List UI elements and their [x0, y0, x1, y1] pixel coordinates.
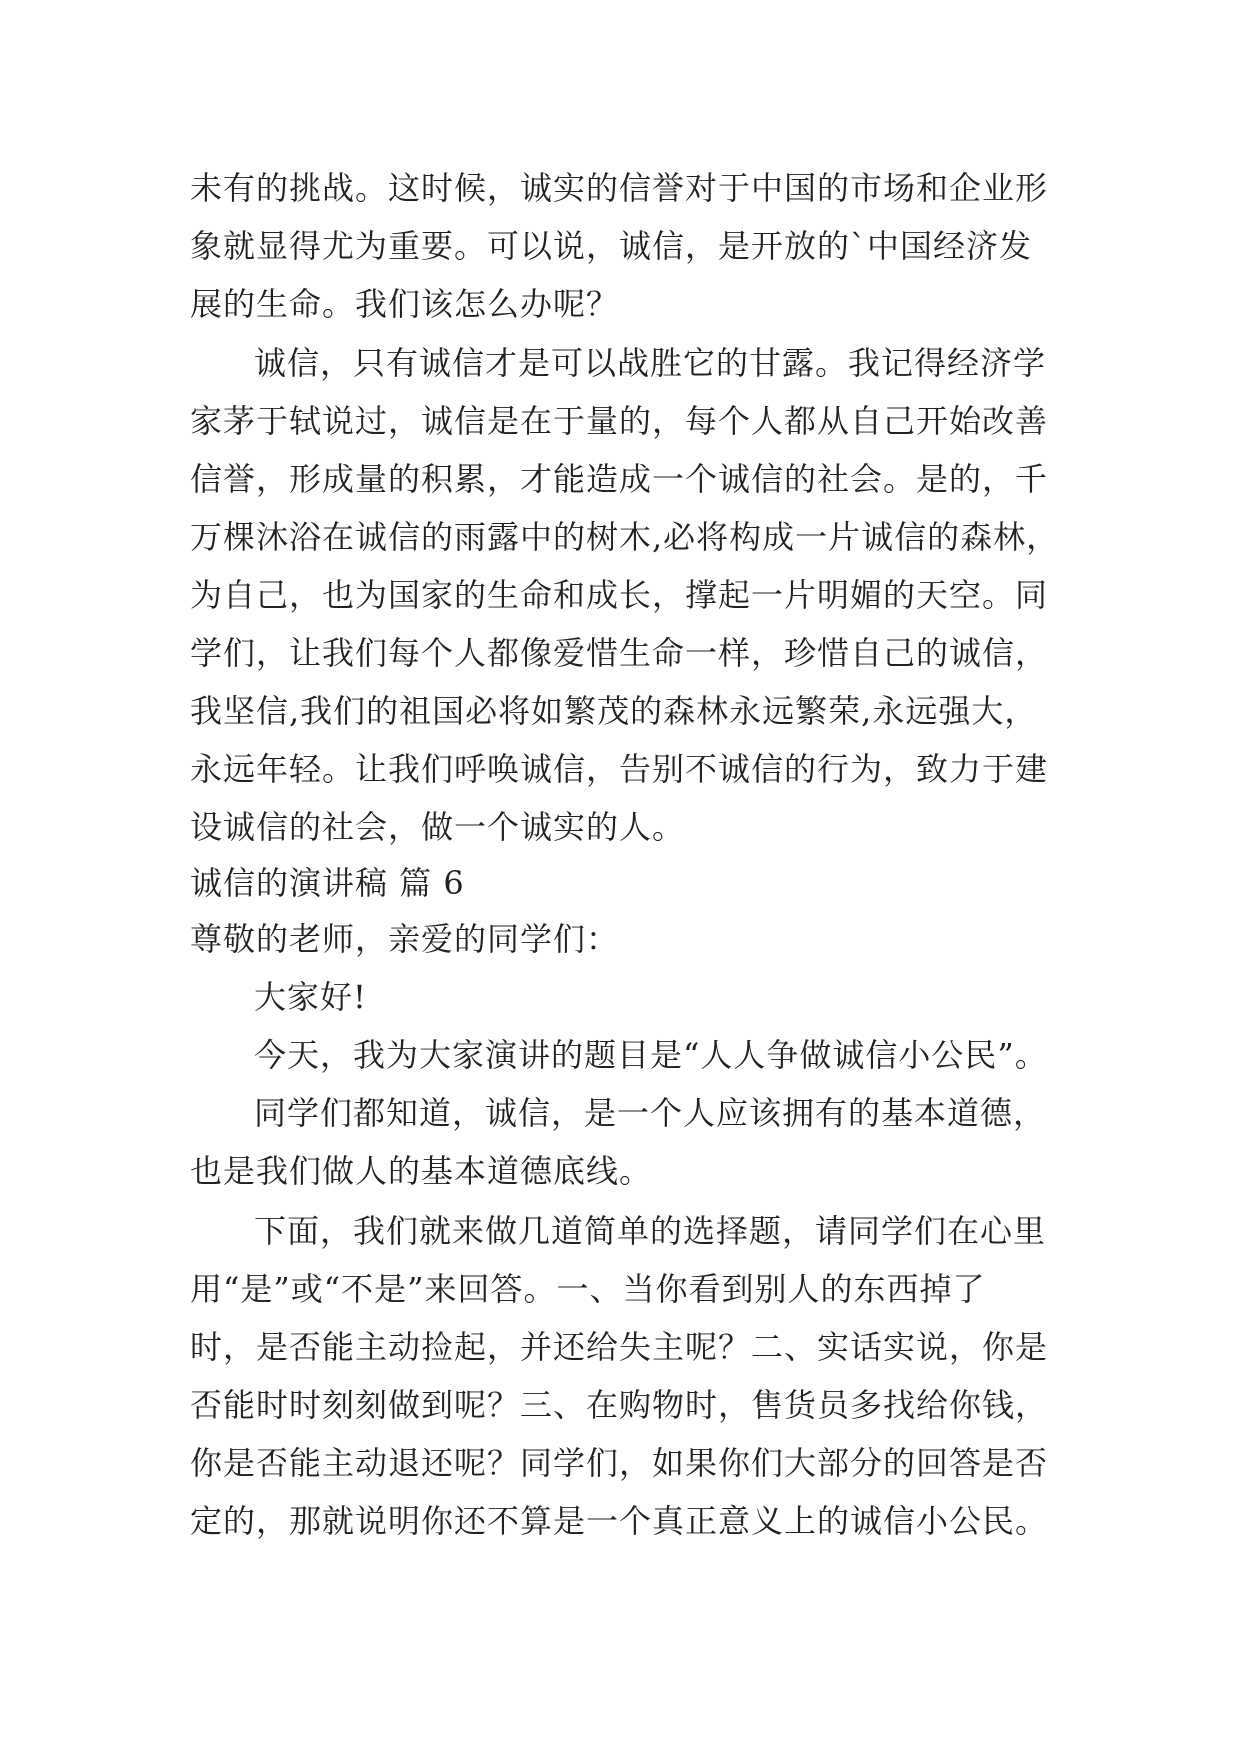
text-line: 永远年轻。让我们呼唤诚信，告别不诚信的行为，致力于建: [190, 750, 1049, 788]
text-line: 定的，那就说明你还不算是一个真正意义上的诚信小公民。: [190, 1502, 1049, 1540]
text-line: 也是我们做人的基本道德底线。: [190, 1152, 653, 1190]
text-line: 用“是”或“不是”来回答。一、当你看到别人的东西掉了: [190, 1270, 986, 1308]
text-line: 你是否能主动退还呢？同学们，如果你们大部分的回答是否: [190, 1444, 1049, 1482]
text-line: 我坚信,我们的祖国必将如繁茂的森林永远繁荣,永远强大，: [190, 692, 1038, 730]
text-line: 信誉，形成量的积累，才能造成一个诚信的社会。是的，千: [190, 460, 1049, 498]
paragraph-first-line: 下面，我们就来做几道简单的选择题，请同学们在心里: [254, 1212, 1047, 1250]
text-line: 设诚信的社会，做一个诚实的人。: [190, 808, 686, 846]
text-line: 否能时时刻刻做到呢？三、在购物时，售货员多找给你钱，: [190, 1386, 1049, 1424]
text-line: 万棵沐浴在诚信的雨露中的树木,必将构成一片诚信的森林，: [190, 518, 1060, 556]
text-line: 展的生命。我们该怎么办呢？: [190, 285, 620, 323]
paragraph-first-line: 今天，我为大家演讲的题目是“人人争做诚信小公民”。: [254, 1036, 1048, 1074]
paragraph-first-line: 同学们都知道，诚信，是一个人应该拥有的基本道德，: [254, 1094, 1047, 1132]
text-line: 学们，让我们每个人都像爱惜生命一样，珍惜自己的诚信，: [190, 634, 1049, 672]
section-title: 诚信的演讲稿 篇 6: [190, 864, 465, 902]
text-line: 未有的挑战。这时候，诚实的信誉对于中国的市场和企业形: [190, 169, 1049, 207]
salutation: 尊敬的老师，亲爱的同学们：: [190, 920, 620, 958]
text-line: 象就显得尤为重要。可以说，诚信，是开放的`中国经济发: [190, 227, 1033, 265]
greeting: 大家好!: [254, 978, 367, 1016]
text-line: 家茅于轼说过，诚信是在于量的，每个人都从自己开始改善: [190, 402, 1049, 440]
text-line: 为自己，也为国家的生命和成长，撑起一片明媚的天空。同: [190, 576, 1049, 614]
text-line: 时，是否能主动捡起，并还给失主呢？二、实话实说，你是: [190, 1328, 1049, 1366]
paragraph-first-line: 诚信，只有诚信才是可以战胜它的甘露。我记得经济学: [254, 344, 1047, 382]
